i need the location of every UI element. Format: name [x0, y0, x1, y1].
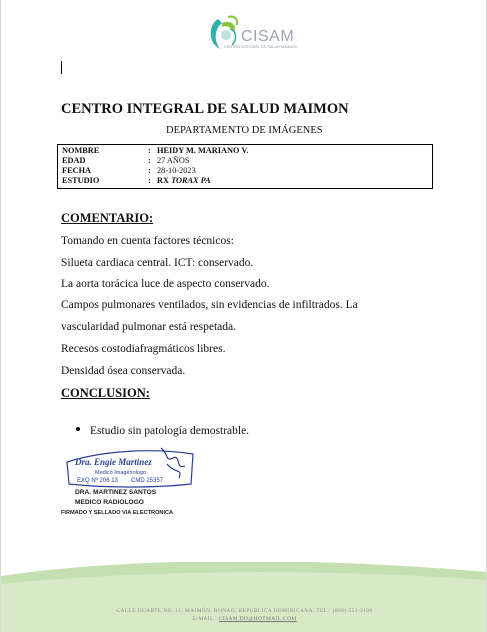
logo-wordmark: CISAM: [241, 28, 295, 45]
comentario-heading: COMENTARIO:: [61, 211, 154, 225]
field-colon: :: [148, 156, 151, 165]
field-label: NOMBRE: [62, 146, 100, 155]
stamp-name: Dra. Engie Martinez: [75, 457, 152, 467]
signature-note: FIRMADO Y SELLADO VIA ELECTRONICA: [61, 510, 174, 516]
study-name: TORAX PA: [171, 176, 211, 185]
conclusion-item: Estudio sin patología demostrable.: [90, 425, 250, 437]
field-value: [157, 176, 211, 186]
stamp-cmd: CMD 25357: [131, 478, 164, 484]
comentario-line: Recesos costodiafragmáticos libres.: [61, 343, 226, 355]
text-cursor: [61, 61, 62, 74]
bullet-icon: [76, 427, 80, 431]
department-title: DEPARTAMENTO DE IMÁGENES: [166, 125, 323, 136]
patient-info-box: [57, 144, 433, 189]
field-label: FECHA: [62, 166, 92, 175]
stamp-title: Medico Imagenologo: [95, 470, 147, 476]
study-prefix: RX: [157, 176, 169, 185]
email-link[interactable]: CISAM.DO@HOTMAIL.COM: [218, 616, 297, 622]
field-value: 27 AÑOS: [157, 156, 190, 165]
logo-subtitle: CENTRO INTEGRAL DE SALUD MAIMON: [224, 45, 297, 49]
field-value: HEIDY M. MARIANO V.: [157, 146, 249, 155]
comentario-line: Silueta cardiaca central. ICT: conservado.: [61, 257, 254, 269]
field-label: ESTUDIO: [62, 176, 100, 185]
comentario-line: Campos pulmonares ventilados, sin evidencias de infiltrados. La: [61, 299, 358, 311]
comentario-line: vascularidad pulmonar está respetada.: [61, 321, 236, 333]
footer-address: CALLE DUARTE NO. 11, MAIMÓN, BONAO, REPUBLICA DOMINICANA, TEL.: (809)-551-2106: [116, 608, 373, 614]
field-colon: :: [148, 146, 151, 155]
field-colon: :: [148, 166, 151, 175]
comentario-line: La aorta torácica luce de aspecto conservado.: [61, 278, 270, 290]
stamp-exq: EXQ Nº 206 13: [77, 478, 118, 484]
comentario-line: Densidad ósea conservada.: [61, 365, 186, 377]
doctor-role: MEDICO RADIOLOGO: [75, 499, 144, 506]
field-value: 28-10-2023: [157, 166, 196, 175]
email-label: E-MAIL :: [192, 616, 218, 622]
document-title: CENTRO INTEGRAL DE SALUD MAIMON: [61, 101, 349, 117]
field-colon: :: [148, 176, 151, 185]
doctor-name: DRA. MARTINEZ SANTOS: [75, 489, 157, 496]
conclusion-heading: CONCLUSION:: [61, 386, 150, 400]
doctor-stamp: [65, 444, 197, 490]
comentario-line: Tomando en cuenta factores técnicos:: [61, 235, 234, 247]
footer-contact: [1, 616, 487, 622]
field-label: EDAD: [62, 156, 86, 165]
